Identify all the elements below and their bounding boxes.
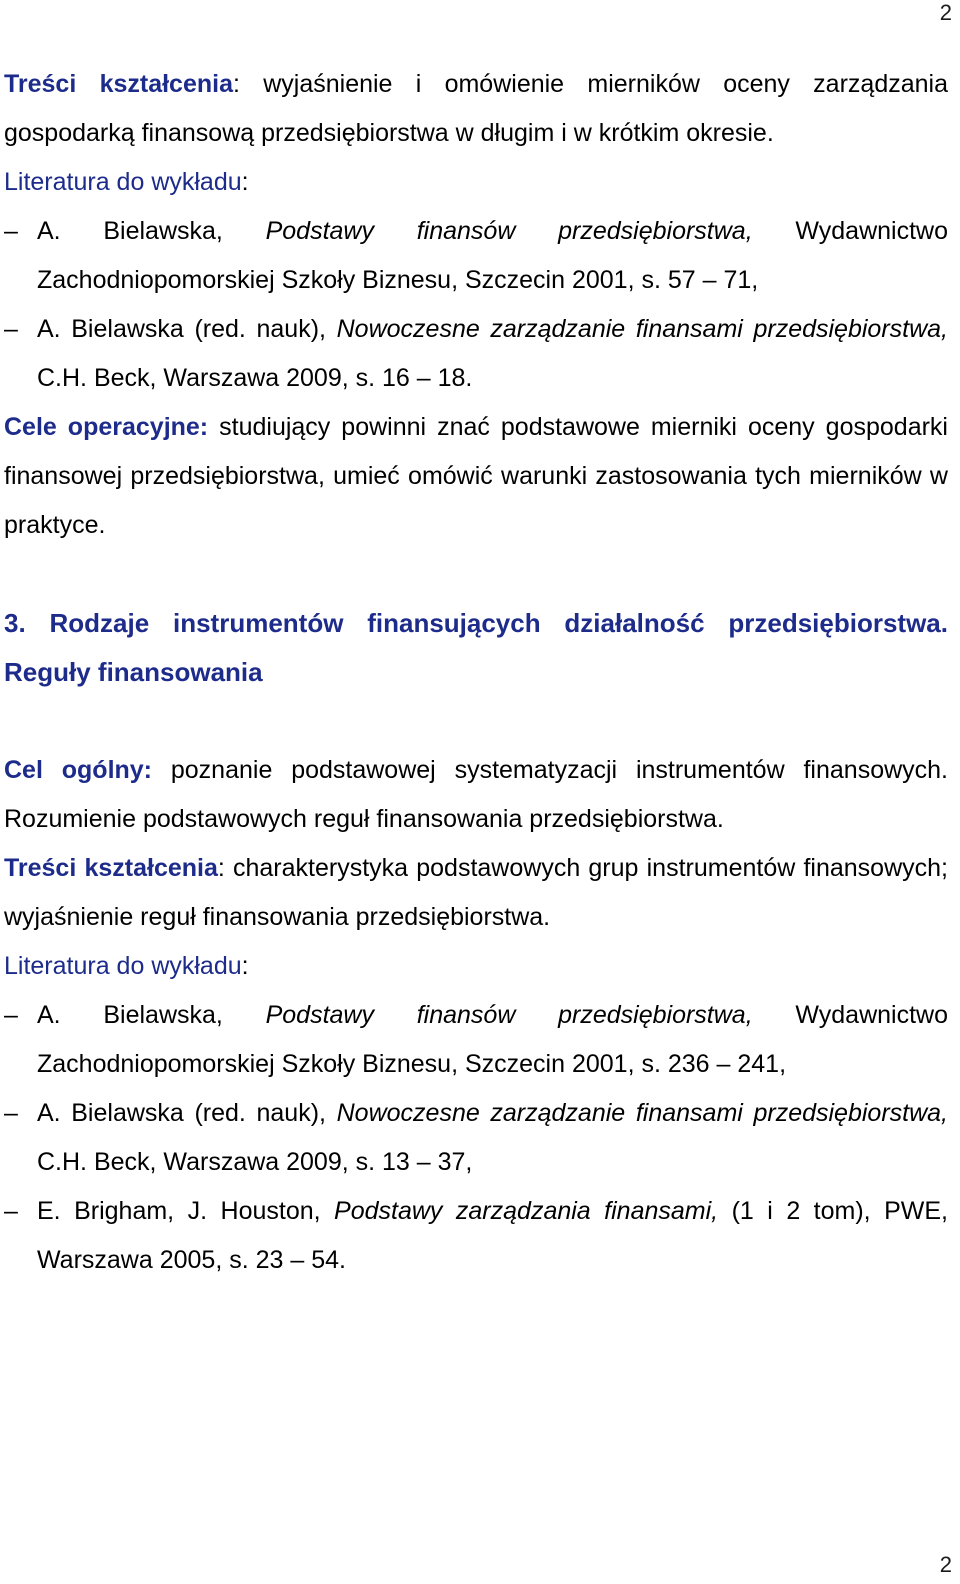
- reference-title: Podstawy zarządzania finansami,: [334, 1197, 719, 1225]
- reference-list: [4, 991, 948, 1285]
- literatura-colon: :: [241, 952, 249, 980]
- tresci-ksztalcenia-paragraph: [4, 844, 948, 942]
- tresci-ksztalcenia-paragraph: [4, 60, 948, 158]
- literatura-label: Literatura do wykładu: [4, 168, 242, 196]
- reference-item: [4, 991, 948, 1089]
- reference-item: [4, 1089, 948, 1187]
- tresci-ksztalcenia-text: : wyjaśnienie i omówienie mierników oceny zarządzania gospodarką finansową przedsiębiorstwa w długim i w krótkim okresie.: [4, 70, 948, 147]
- cel-ogolny-text: poznanie podstawowej systematyzacji instrumentów finansowych. Rozumienie podstawowych reguł finansowania przedsiębiorstwa.: [4, 756, 948, 833]
- dash-bullet: –: [4, 1197, 18, 1225]
- cel-ogolny-label: Cel ogólny:: [4, 756, 153, 784]
- dash-bullet: –: [4, 315, 18, 343]
- reference-publisher: (1 i 2 tom), PWE, Warszawa 2005, s. 23 – 54.: [37, 1197, 948, 1274]
- tresci-ksztalcenia-text: : charakterystyka podstawowych grup instrumentów finansowych; wyjaśnienie reguł finansowania przedsiębiorstwa.: [4, 854, 948, 931]
- literatura-label: Literatura do wykładu: [4, 952, 242, 980]
- page-number-top: 2: [939, 0, 952, 25]
- document-body: [4, 60, 948, 1285]
- reference-title: Podstawy finansów przedsiębiorstwa,: [265, 217, 753, 245]
- reference-publisher: Wydawnictwo Zachodniopomorskiej Szkoły Biznesu, Szczecin 2001, s. 57 – 71,: [37, 217, 948, 294]
- reference-publisher: Wydawnictwo Zachodniopomorskiej Szkoły Biznesu, Szczecin 2001, s. 236 – 241,: [37, 1001, 948, 1078]
- section-heading: 3. Rodzaje instrumentów finansujących działalność przedsiębiorstwa. Reguły finansowania: [4, 608, 948, 687]
- dash-bullet: –: [4, 217, 18, 245]
- reference-item: [4, 1187, 948, 1285]
- spacer: [4, 697, 948, 746]
- cele-operacyjne-text: studiujący powinni znać podstawowe mierniki oceny gospodarki finansowej przedsiębiorstwa, umieć omówić warunki zastosowania tych mierników w praktyce.: [4, 413, 948, 539]
- reference-item: [4, 305, 948, 403]
- reference-publisher: C.H. Beck, Warszawa 2009, s. 16 – 18.: [37, 364, 473, 392]
- dash-bullet: –: [4, 1099, 18, 1127]
- dash-bullet: –: [4, 1001, 18, 1029]
- reference-title: Nowoczesne zarządzanie finansami przedsiębiorstwa,: [336, 315, 949, 343]
- literatura-heading: [4, 158, 948, 207]
- cel-ogolny-paragraph: [4, 746, 948, 844]
- literatura-colon: :: [241, 168, 249, 196]
- reference-list: [4, 207, 948, 403]
- reference-publisher: C.H. Beck, Warszawa 2009, s. 13 – 37,: [37, 1148, 473, 1176]
- cele-operacyjne-paragraph: [4, 403, 948, 550]
- reference-authors: A. Bielawska (red. nauk),: [37, 1099, 337, 1127]
- reference-authors: A. Bielawska,: [37, 217, 266, 245]
- literatura-heading: [4, 942, 948, 991]
- reference-authors: A. Bielawska (red. nauk),: [37, 315, 337, 343]
- reference-item: [4, 207, 948, 305]
- tresci-ksztalcenia-label: Treści kształcenia: [4, 70, 233, 98]
- reference-title: Nowoczesne zarządzanie finansami przedsiębiorstwa,: [336, 1099, 949, 1127]
- page-number-bottom: 2: [939, 1552, 952, 1577]
- reference-authors: A. Bielawska,: [37, 1001, 266, 1029]
- reference-title: Podstawy finansów przedsiębiorstwa,: [265, 1001, 753, 1029]
- cele-operacyjne-label: Cele operacyjne:: [4, 413, 209, 441]
- tresci-ksztalcenia-label: Treści kształcenia: [4, 854, 218, 882]
- reference-authors: E. Brigham, J. Houston,: [37, 1197, 335, 1225]
- spacer: [4, 550, 948, 599]
